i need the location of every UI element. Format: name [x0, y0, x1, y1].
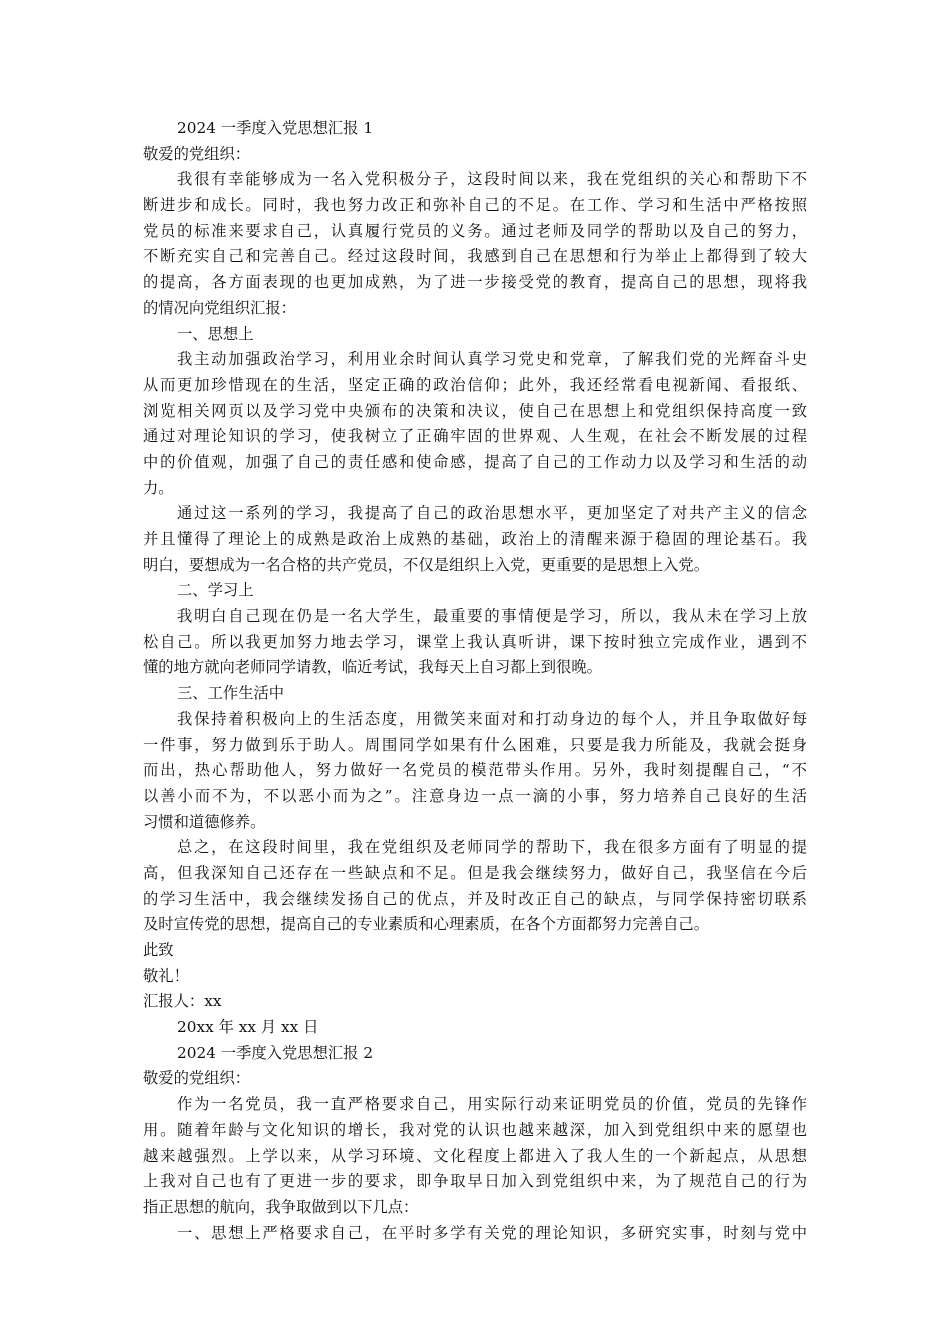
text-line: 懂的地方就向老师同学请教，临近考试，我每天上自习都上到很晚。	[143, 658, 602, 677]
text-line: 汇报人：xx	[143, 992, 222, 1011]
text-line: 我很有幸能够成为一名入党积极分子，这段时间以来，我在党组织的关心和帮助下不	[177, 170, 807, 189]
text-line: 指正思想的航向，我争取做到以下几点：	[143, 1197, 419, 1216]
text-line: 此致	[143, 941, 174, 959]
text-line: 从而更加珍惜现在的生活，坚定正确的政治信仰；此外，我还经常看电视新闻、看报纸、	[143, 375, 807, 394]
document-body	[143, 116, 807, 1246]
text-line: 2024 一季度入党思想汇报 2	[177, 1043, 374, 1062]
text-line: 浏览相关网页以及学习党中央颁布的决策和决议，使自己在思想上和党组织保持高度一致	[143, 401, 807, 420]
text-line: 上我对自己也有了更进一步的要求，即争取早日加入到党组织中来，为了规范自己的行为	[143, 1172, 807, 1191]
text-line: 敬爱的党组织：	[143, 1069, 251, 1088]
text-line: 通过这一系列的学习，我提高了自己的政治思想水平，更加坚定了对共产主义的信念	[177, 504, 807, 523]
text-line: 总之，在这段时间里，我在党组织及老师同学的帮助下，我在很多方面有了明显的提	[177, 838, 807, 857]
text-line: 敬爱的党组织：	[143, 144, 251, 163]
text-line: 的学习生活中，我会继续发扬自己的优点，并及时改正自己的缺点，与同学保持密切联系	[143, 889, 807, 908]
text-line: 我保持着积极向上的生活态度，用微笑来面对和打动身边的每个人，并且争取做好每	[177, 709, 807, 728]
text-line: 高，但我深知自己还存在一些缺点和不足。但是我会继续努力，做好自己，我坚信在今后	[143, 863, 807, 882]
text-line: 越来越强烈。上学以来，从学习环境、文化程度上都进入了我人生的一个新起点，从思想	[143, 1146, 807, 1165]
text-line: 的情况向党组织汇报：	[143, 298, 296, 317]
text-line: 中的价值观，加强了自己的责任感和使命感，提高了自己的工作动力以及学习和生活的动	[143, 452, 807, 471]
text-line: 并且懂得了理论上的成熟是政治上成熟的基础，政治上的清醒来源于稳固的理论基石。我	[143, 530, 807, 548]
text-line: 明白，要想成为一名合格的共产党员，不仅是组织上入党，更重要的是思想上入党。	[143, 555, 709, 574]
text-line: 我明白自己现在仍是一名大学生，最重要的事情便是学习，所以，我从未在学习上放	[177, 607, 807, 626]
text-line: 三、工作生活中	[177, 684, 285, 703]
text-line: 不断充实自己和完善自己。经过这段时间，我感到自己在思想和行为举止上都得到了较大	[143, 247, 807, 266]
text-line: 通过对理论知识的学习，使我树立了正确牢固的世界观、人生观，在社会不断发展的过程	[143, 427, 807, 446]
text-line: 松自己。所以我更加努力地去学习，课堂上我认真听讲，课下按时独立完成作业，遇到不	[143, 632, 807, 651]
text-line: 敬礼！	[143, 966, 189, 985]
text-line: 一、思想上严格要求自己，在平时多学有关党的理论知识，多研究实事，时刻与党中	[177, 1223, 807, 1242]
text-line: 一、思想上	[177, 324, 254, 343]
text-line: 力。	[143, 478, 174, 497]
text-line: 2024 一季度入党思想汇报 1	[177, 119, 374, 137]
text-line: 及时宣传党的思想，提高自己的专业素质和心理素质，在各个方面都努力完善自己。	[143, 915, 709, 934]
text-line: 用。随着年龄与文化知识的增长，我对党的认识也越来越深，加入到党组织中来的愿望也	[143, 1120, 807, 1139]
text-line: 我主动加强政治学习，利用业余时间认真学习党史和党章，了解我们党的光辉奋斗史	[177, 350, 807, 369]
text-line: 的提高，各方面表现的也更加成熟，为了进一步接受党的教育，提高自己的思想，现将我	[143, 273, 807, 292]
text-line: 断进步和成长。同时，我也努力改正和弥补自己的不足。在工作、学习和生活中严格按照	[143, 196, 807, 215]
text-line: 党员的标准来要求自己，认真履行党员的义务。通过老师及同学的帮助以及自己的努力，	[143, 221, 807, 240]
text-line: 20xx 年 xx 月 xx 日	[177, 1018, 319, 1037]
text-line: 作为一名党员，我一直严格要求自己，用实际行动来证明党员的价值，党员的先锋作	[177, 1095, 807, 1114]
text-line: 而出，热心帮助他人，努力做好一名党员的模范带头作用。另外，我时刻提醒自己，“不	[143, 761, 807, 780]
text-line: 习惯和道德修养。	[143, 812, 266, 831]
text-line: 一件事，努力做到乐于助人。周围同学如果有什么困难，只要是我力所能及，我就会挺身	[143, 735, 807, 754]
text-line: 二、学习上	[177, 581, 254, 600]
text-line: 以善小而不为，不以恶小而为之”。注意身边一点一滴的小事，努力培养自己良好的生活	[143, 786, 807, 805]
